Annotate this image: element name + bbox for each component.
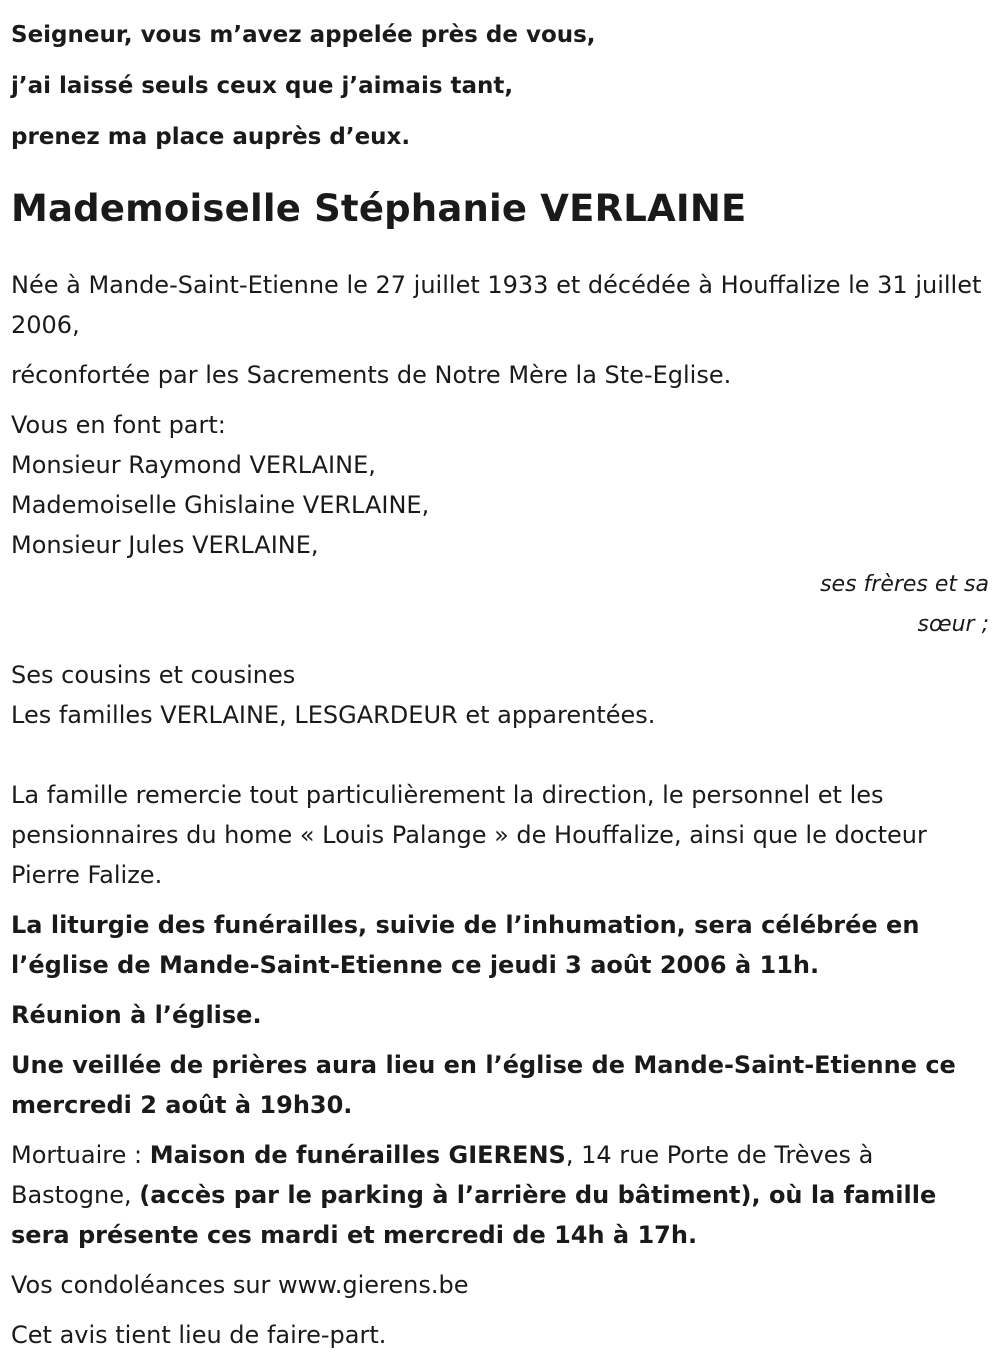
verse-line: j’ai laissé seuls ceux que j’aimais tant, xyxy=(11,73,514,99)
verse-line: Seigneur, vous m’avez appelée près de vous, xyxy=(11,22,596,48)
mortuary-place: Maison de funérailles GIERENS xyxy=(149,1141,566,1169)
mortuary-paragraph xyxy=(11,1135,989,1255)
thanks-text: La famille remercie tout particulièrement la direction, le personnel et les pensionnaires du home « Louis Palange » de Houffalize, ainsi que le docteur Pierre Falize. xyxy=(11,781,927,889)
siblings-relation: ses frères et sa sœur ; xyxy=(820,572,989,637)
mortuary-details: (accès par le parking à l’arrière du bâtiment), où la famille sera présente ces mardi et mercredi de 14h à 17h. xyxy=(11,1181,937,1249)
verse-line: prenez ma place auprès d’eux. xyxy=(11,124,411,150)
birth-death-text: Née à Mande-Saint-Etienne le 27 juillet 1933 et décédée à Houffalize le 31 juillet 2006, xyxy=(11,271,982,339)
deceased-name: Mademoiselle Stéphanie VERLAINE xyxy=(11,187,747,230)
vigil-text: Une veillée de prières aura lieu en l’église de Mande-Saint-Etienne ce mercredi 2 août à 19h30. xyxy=(11,1051,956,1119)
notice-text: Cet avis tient lieu de faire-part. xyxy=(11,1321,387,1349)
cousins-text: Ses cousins et cousines xyxy=(11,661,296,689)
families-text: Les familles VERLAINE, LESGARDEUR et apparentées. xyxy=(11,701,656,729)
liturgy-text: La liturgie des funérailles, suivie de l’inhumation, sera célébrée en l’église de Mande-Saint-Etienne ce jeudi 3 août 2006 à 11h. xyxy=(11,911,920,979)
sacraments-text: réconfortée par les Sacrements de Notre Mère la Ste-Eglise. xyxy=(11,361,732,389)
sibling-name: Mademoiselle Ghislaine VERLAINE, xyxy=(11,491,430,519)
siblings-relation-wrap xyxy=(769,565,989,645)
sibling-name: Monsieur Jules VERLAINE, xyxy=(11,531,319,559)
condolences-text: Vos condoléances sur www.gierens.be xyxy=(11,1271,469,1299)
reunion-text: Réunion à l’église. xyxy=(11,1001,262,1029)
notice-body xyxy=(11,265,989,1355)
mortuary-address: , 14 rue Porte de Trèves à Bastogne, xyxy=(11,1141,874,1209)
prayer-verse xyxy=(11,0,989,163)
sibling-name: Monsieur Raymond VERLAINE, xyxy=(11,451,376,479)
mortuary-label: Mortuaire : xyxy=(11,1141,150,1169)
announcers-intro: Vous en font part: xyxy=(11,411,226,439)
